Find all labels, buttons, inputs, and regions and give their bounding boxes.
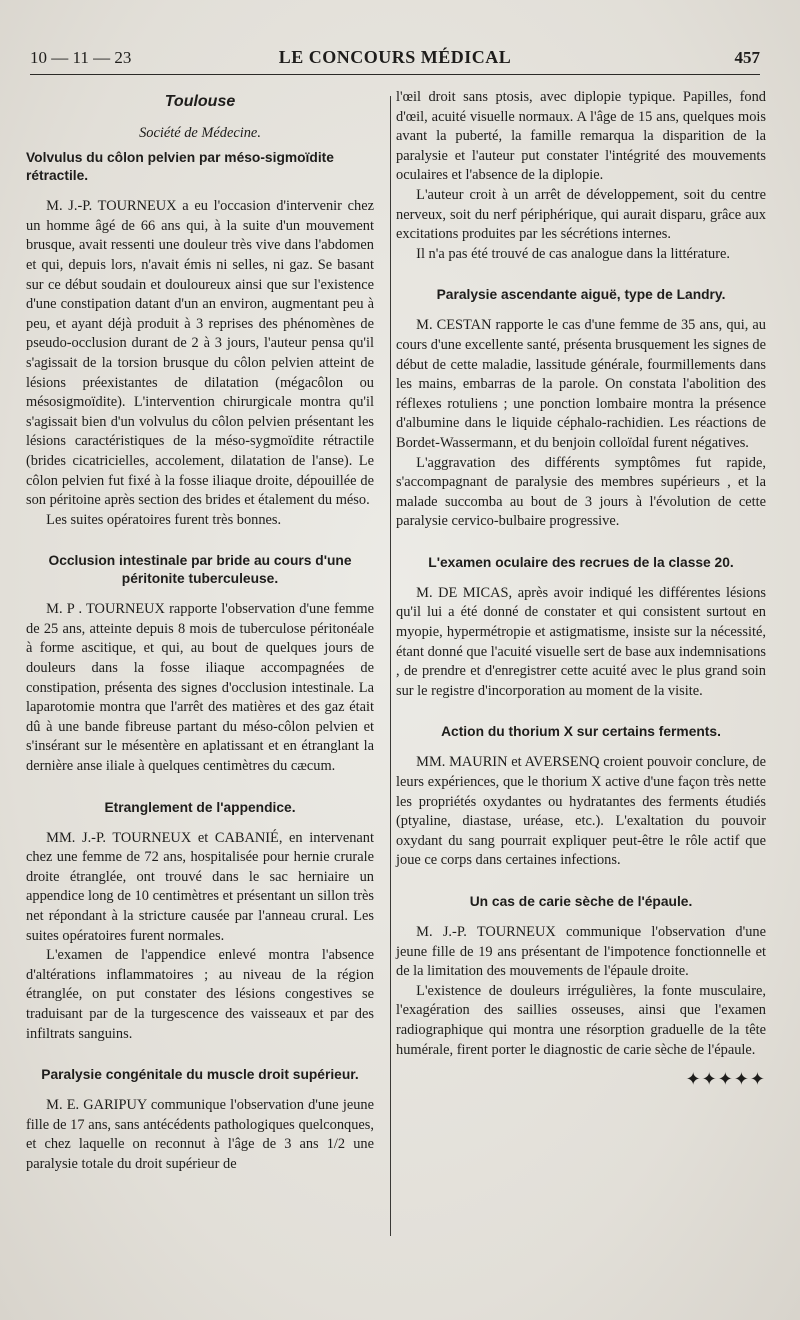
article-paragraph: M. J.-P. TOURNEUX communique l'observation d'une jeune fille de 19 ans présentant de l'impotence fonctionnelle et de la limitation des mouvements de l'épaule droite. xyxy=(396,924,766,980)
article-title: Etranglement de l'appendice. xyxy=(104,799,296,815)
article-paragraph: Les suites opératoires furent très bonnes. xyxy=(46,511,282,528)
article-paragraph: L'auteur croit à un arrêt de développement, soit du centre nerveux, soit du nerf périphérique, qui aurait disparu, grâce aux excitations produites par les sécrétions internes. xyxy=(396,186,766,243)
article-title: Paralysie congénitale du muscle droit supérieur. xyxy=(41,1067,359,1083)
article-paragraph: Il n'a pas été trouvé de cas analogue dans la littérature. xyxy=(416,245,731,262)
right-column xyxy=(396,88,766,1090)
city-heading: Toulouse xyxy=(164,93,236,110)
article-title: Volvulus du côlon pelvien par méso-sigmoïdite rétractile. xyxy=(26,150,334,184)
left-column xyxy=(26,88,374,1175)
article-paragraph: M. P . TOURNEUX rapporte l'observation d'une femme de 25 ans, atteinte depuis 8 mois de tuberculose péritonéale à forme ascitique, et qui, au bout de quelques jours de douleurs dans la fosse iliaque accompagnées de constipation, présenta des signes d'occlusion intestinale. La laparotomie montra que l'arrêt des matières et des gaz était dû à une bande fibreuse partant du méso-côlon pelvien et s'insérant sur le mésentère en aplatissant et en étranglant la dernière anse iliale à quelques centimètres du cæcum. xyxy=(26,601,374,775)
article-title: Paralysie ascendante aiguë, type de Landry. xyxy=(436,287,726,303)
article-paragraph: L'existence de douleurs irrégulières, la fonte musculaire, l'exagération des saillies osseuses, ainsi que l'examen radiographique qui montra une résorption graduelle de la tête humérale, firent porter le diagnostic de carie sèche de l'épaule. xyxy=(396,982,766,1058)
ornament-divider: ✦✦✦✦✦ xyxy=(685,1069,766,1091)
article-title: Action du thorium X sur certains ferments. xyxy=(441,724,721,740)
article-title: Occlusion intestinale par bride au cours d'une péritonite tuberculeuse. xyxy=(48,553,352,587)
column-divider xyxy=(390,96,391,1236)
article-paragraph: MM. MAURIN et AVERSENQ croient pouvoir conclure, de leurs expériences, que le thorium X active d'une façon très nette les propriétés oxydantes ou hydratantes des ferments étudiés (ptyaline, diastase, uréase, etc.). L'exaltation du pouvoir oxydant du sang pourrait expliquer peut-être le rôle actif que joue ce corps dans certaines infections. xyxy=(396,754,766,869)
article-paragraph: L'aggravation des différents symptômes fut rapide, s'accompagnant de paralysie des membres supérieurs , et la malade succomba au bout de 3 jours à l'évolution de cette paralysie cervico-bulbaire progressive. xyxy=(396,454,766,530)
page-number: 457 xyxy=(734,48,760,67)
article-paragraph: L'examen de l'appendice enlevé montra l'absence d'altérations inflammatoires ; au niveau de la région étranglée, on put constater des lésions congestives se traduisant par de la turgescence des vaisseaux et par des infiltrats sanguins. xyxy=(26,947,374,1042)
journal-title: LE CONCOURS MÉDICAL xyxy=(278,47,512,67)
article-paragraph: M. CESTAN rapporte le cas d'une femme de 35 ans, qui, au cours d'une excellente santé, présenta brusquement les signes de début de cette maladie, lassitude générale, fourmillements dans les mains, embarras de la parole. On constata l'abolition des réflexes rotuliens ; une ponction lombaire montra la présence d'albumine dans le liquide céphalo-rachidien. Les réactions de Bordet-Wassermann, et du benjoin colloïdal furent négatives. xyxy=(396,317,766,451)
article-paragraph: l'œil droit sans ptosis, avec diplopie typique. Papilles, fond d'œil, acuité visuelle normaux. A l'âge de 15 ans, quelques mois avant la puberté, la famille remarqua la disparition de la paralysie et l'auteur put constater l'intégrité des mouvements oculaires et l'absence de la diplopie. xyxy=(396,89,766,184)
article-paragraph: M. E. GARIPUY communique l'observation d'une jeune fille de 17 ans, sans antécédents pathologiques quelconques, et chez laquelle on reconnut à l'âge de 3 ans 1/2 une paralysie totale du droit supérieur de xyxy=(26,1097,374,1172)
society-heading: Société de Médecine. xyxy=(139,124,261,141)
article-paragraph: MM. J.-P. TOURNEUX et CABANIÉ, en intervenant chez une femme de 72 ans, hospitalisée pour hernie crurale droite étranglée, ont trouvé dans le sac herniaire un appendice long de 10 centimètres et présentant un sillon très net répondant à la stricture causée par l'anneau crural. Les suites opératoires furent normales. xyxy=(26,829,374,944)
article-title: L'examen oculaire des recrues de la classe 20. xyxy=(428,554,734,570)
page-header xyxy=(30,46,760,75)
article-paragraph: M. DE MICAS, après avoir indiqué les différentes lésions qu'il lui a été donné de constater et qui consistent surtout en myopie, hypermétropie et astigmatisme, insiste sur la nécessité, étant donné que l'acuité visuelle sert de base aux indemnisations , de prendre et d'enregistrer cette acuité avec le plus grand soin sur le registre d'incorporation au moment de la visite. xyxy=(396,584,766,699)
article-paragraph: M. J.-P. TOURNEUX a eu l'occasion d'intervenir chez un homme âgé de 66 ans qui, à la suite d'un mouvement brusque, avait ressenti une douleur très vive dans l'abdomen et qui, depuis lors, n'avait émis ni selles, ni gaz. Se basant sur ce début soudain et douloureux ainsi que sur l'existence d'une constipation datant d'un an environ, augmentant peu à peu, et ayant déjà produit à 3 reprises des phénomènes de pseudo-occlusion durant de 2 à 3 jours, l'auteur pensa qu'il s'agissait de la torsion brusque du côlon pelvien atteint de lésions préexistantes de dilatation (mégacôlon ou mésosigmoïdite). L'intervention chirurgicale montra qu'il s'agissait bien d'un volvulus du côlon pelvien présentant les lésions caractéristiques de la méso-sygmoïdite rétractile (brides cicatricielles, accolement, dilatation de l'anse). Le côlon pelvien fut fixé à la fosse iliaque droite, dépouillée de son péritoine après section des brides et étalement du méso. xyxy=(26,198,374,509)
issue-date: 10 — 11 — 23 xyxy=(30,48,132,67)
article-title: Un cas de carie sèche de l'épaule. xyxy=(469,894,693,909)
